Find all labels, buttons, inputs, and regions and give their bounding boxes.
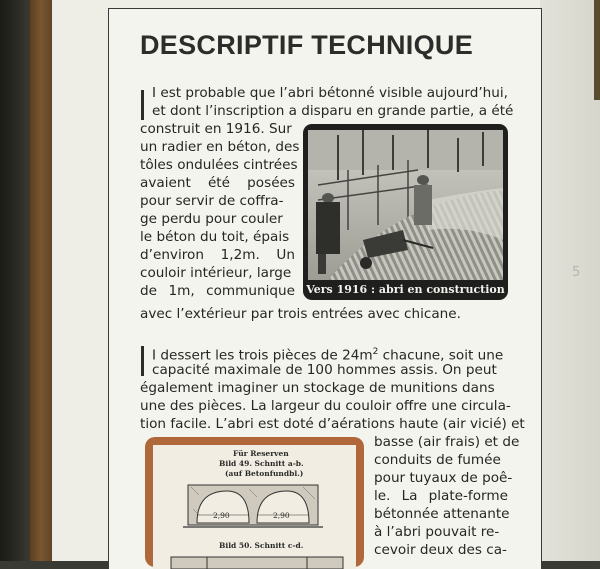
para1-line: d’environ 1,2m. Un xyxy=(140,247,295,263)
para1-line: ge perdu pour couler xyxy=(140,211,283,227)
para1-line: le béton du toit, épais xyxy=(140,229,290,245)
right-panel-area xyxy=(540,0,600,561)
para1-line: tôles ondulées cintrées xyxy=(140,157,298,173)
para1-line: avec l’extérieur par trois entrées avec chicane. xyxy=(140,306,461,322)
para2-line: à l’abri pouvait re- xyxy=(374,524,500,540)
drawing-figure-label: Bild 49. Schnitt a-b. xyxy=(219,459,304,468)
para1-line: couloir intérieur, large xyxy=(140,265,292,281)
drawing-paper xyxy=(153,445,356,569)
left-frame-post xyxy=(0,0,30,561)
para2-line: bétonnée attenante xyxy=(374,506,510,522)
para2-line: également imaginer un stockage de munitions dans xyxy=(140,380,495,396)
para1-line: de 1m, communique xyxy=(140,283,295,299)
historic-photo xyxy=(303,124,508,300)
drawing-figure-sublabel: (auf Betonfundbl.) xyxy=(225,469,304,478)
para1-line: avaient été posées xyxy=(140,175,295,191)
para2-line: basse (air frais) et de xyxy=(374,434,520,450)
para2-line: capacité maximale de 100 hommes assis. On peut xyxy=(152,362,497,378)
drawing-heading: Für Reserven xyxy=(233,449,289,458)
para2-line: pour tuyaux de poê- xyxy=(374,470,513,486)
para1-line: un radier en béton, des xyxy=(140,139,300,155)
para2-line: cevoir deux des ca- xyxy=(374,542,507,558)
para2-line1-suffix: chacune, soit une xyxy=(378,347,504,364)
drop-cap-bar xyxy=(141,346,144,376)
para2-line: conduits de fumée xyxy=(374,452,501,468)
photo-caption: Vers 1916 : abri en construction xyxy=(306,283,505,296)
bunker-plan-drawing xyxy=(167,551,347,569)
para1-line: I est probable que l’abri bétonné visible aujourd’hui, xyxy=(152,85,508,101)
para1-line: et dont l’inscription a disparu en grande partie, a été xyxy=(152,103,514,119)
para1-line: construit en 1916. Sur xyxy=(140,121,292,137)
faint-map-mark: 5 xyxy=(572,265,581,280)
brown-border-stripe xyxy=(30,0,52,561)
page-title: DESCRIPTIF TECHNIQUE xyxy=(140,30,474,60)
para2-line: le. La plate-forme xyxy=(374,488,508,504)
construction-photo-image xyxy=(308,130,503,280)
para1-line: pour servir de coffra- xyxy=(140,193,284,209)
drop-cap-bar xyxy=(141,90,144,120)
technical-drawing xyxy=(145,437,364,567)
para2-line: une des pièces. La largeur du couloir offre une circula- xyxy=(140,398,511,414)
dimension-label: 2,90 xyxy=(213,511,230,520)
bunker-section-drawing xyxy=(183,479,323,535)
drawing-figure-label: Bild 50. Schnitt c-d. xyxy=(219,541,304,550)
right-frame-edge xyxy=(594,0,600,100)
para2-line: tion facile. L’abri est doté d’aérations haute (air vicié) et xyxy=(140,416,525,432)
dimension-label: 2,90 xyxy=(273,511,290,520)
para2-line1-text: I dessert les trois pièces de 24m xyxy=(152,347,373,364)
superscript: 2 xyxy=(372,347,379,357)
